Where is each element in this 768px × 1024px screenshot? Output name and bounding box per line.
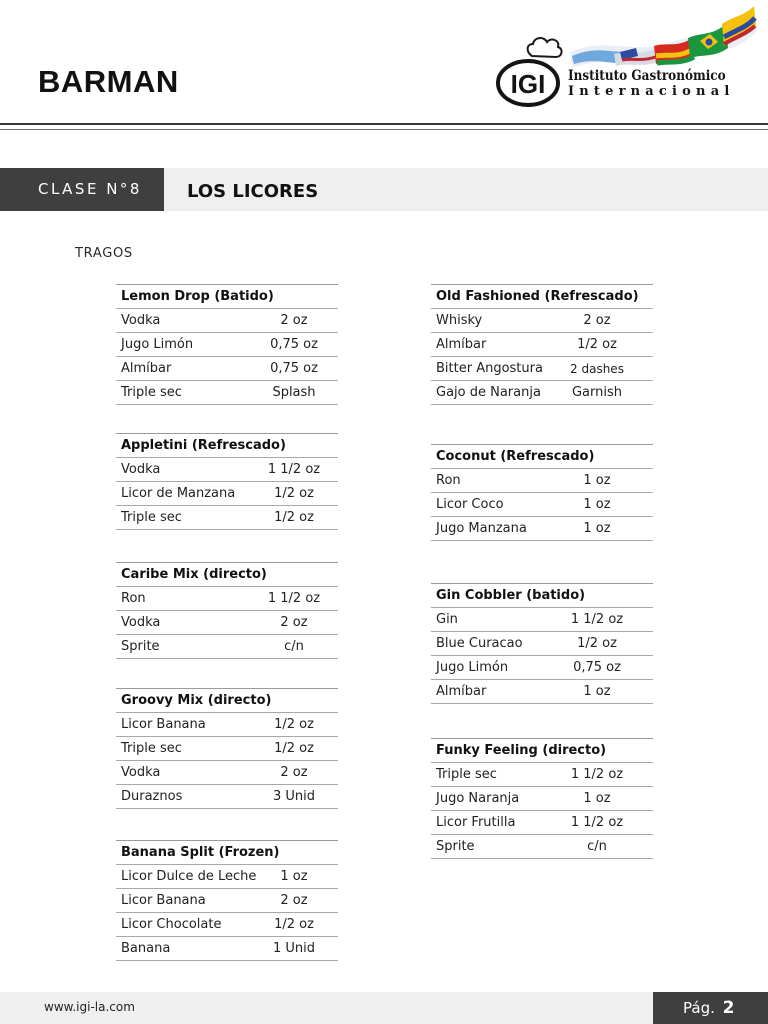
- recipe-title: Lemon Drop (Batido): [116, 285, 338, 309]
- recipe-table: [116, 562, 338, 659]
- amount: 2 oz: [280, 313, 308, 328]
- amount: 1 oz: [583, 473, 611, 488]
- page-label: Pág.: [683, 999, 715, 1017]
- recipe-row: [116, 785, 338, 809]
- amount: 1 oz: [583, 791, 611, 806]
- recipe-row: [116, 889, 338, 913]
- recipe-row: [116, 937, 338, 961]
- logo-mark-text: IGI: [510, 69, 546, 99]
- recipe-row: [116, 333, 338, 357]
- recipe-row: [431, 811, 653, 835]
- ingredient: Vodka: [121, 462, 161, 477]
- ingredient: Ron: [436, 473, 461, 488]
- amount: 1 oz: [583, 684, 611, 699]
- recipe-title: Funky Feeling (directo): [431, 739, 653, 763]
- recipe-title: Gin Cobbler (batido): [431, 584, 653, 608]
- amount: 2 dashes: [570, 362, 624, 376]
- ingredient: Whisky: [436, 313, 483, 328]
- ingredient: Almíbar: [121, 361, 172, 376]
- ingredient: Jugo Manzana: [436, 521, 527, 536]
- amount: 1 oz: [583, 497, 611, 512]
- subheading-tragos: TRAGOS: [75, 246, 133, 261]
- recipe-row: [116, 506, 338, 530]
- ingredient: Triple sec: [121, 741, 182, 756]
- amount: 2 oz: [280, 615, 308, 630]
- recipe-row: [116, 913, 338, 937]
- recipe-title: Banana Split (Frozen): [116, 841, 338, 865]
- amount: 2 oz: [280, 765, 308, 780]
- ingredient: Almíbar: [436, 337, 487, 352]
- page-footer: [0, 992, 768, 1024]
- recipe-row: [431, 493, 653, 517]
- recipe-title: Appletini (Refrescado): [116, 434, 338, 458]
- page-title: BARMAN: [38, 64, 179, 99]
- recipe-row: [431, 787, 653, 811]
- amount: 1 Unid: [272, 941, 316, 956]
- header-rule-thin: [0, 129, 768, 130]
- amount: 1 1/2 oz: [267, 591, 321, 606]
- recipe-row: [431, 632, 653, 656]
- ingredient: Licor Banana: [121, 717, 206, 732]
- amount: 1/2 oz: [274, 717, 314, 732]
- ingredient: Gin: [436, 612, 458, 627]
- ingredient: Jugo Limón: [121, 337, 194, 352]
- recipe-row: [116, 635, 338, 659]
- institute-logo: [496, 4, 768, 108]
- website-link[interactable]: www.igi-la.com: [44, 1000, 135, 1014]
- ingredient: Almíbar: [436, 684, 487, 699]
- ingredient: Jugo Naranja: [436, 791, 520, 806]
- amount: 1/2 oz: [274, 510, 314, 525]
- recipe-row: [431, 680, 653, 704]
- amount: 1/2 oz: [274, 917, 314, 932]
- recipe-row: [116, 309, 338, 333]
- recipe-row: [431, 357, 653, 381]
- ingredient: Jugo Limón: [436, 660, 509, 675]
- recipe-row: [431, 333, 653, 357]
- recipe-row: [116, 357, 338, 381]
- ingredient: Licor Dulce de Leche: [121, 869, 257, 884]
- page-number: 2: [722, 998, 735, 1018]
- recipe-row: [116, 713, 338, 737]
- amount: Garnish: [571, 385, 623, 400]
- amount: 3 Unid: [272, 789, 316, 804]
- amount: c/n: [587, 839, 607, 854]
- ingredient: Banana: [121, 941, 171, 956]
- ingredient: Licor Coco: [436, 497, 504, 512]
- recipe-row: [431, 835, 653, 859]
- recipe-row: [116, 587, 338, 611]
- recipe-row: [116, 611, 338, 635]
- ingredient: Licor de Manzana: [121, 486, 236, 501]
- ingredient: Vodka: [121, 615, 161, 630]
- amount: Splash: [272, 385, 316, 400]
- amount: 1 1/2 oz: [570, 767, 624, 782]
- ingredient: Gajo de Naranja: [436, 385, 541, 400]
- recipe-row: [116, 865, 338, 889]
- amount: 1/2 oz: [274, 741, 314, 756]
- amount: 1 1/2 oz: [267, 462, 321, 477]
- ingredient: Duraznos: [121, 789, 183, 804]
- amount: 2 oz: [280, 893, 308, 908]
- recipe-row: [431, 517, 653, 541]
- recipe-row: [431, 381, 653, 405]
- amount: 1 oz: [583, 521, 611, 536]
- recipe-title: Groovy Mix (directo): [116, 689, 338, 713]
- recipe-row: [431, 763, 653, 787]
- ingredient: Triple sec: [121, 385, 182, 400]
- amount: 1 1/2 oz: [570, 815, 624, 830]
- recipe-table: [431, 444, 653, 541]
- recipe-row: [431, 656, 653, 680]
- recipe-row: [431, 309, 653, 333]
- class-title: LOS LICORES: [187, 181, 319, 202]
- recipe-row: [116, 381, 338, 405]
- recipe-title: Coconut (Refrescado): [431, 445, 653, 469]
- recipe-title: Caribe Mix (directo): [116, 563, 338, 587]
- amount: 1 oz: [280, 869, 308, 884]
- recipe-row: [116, 458, 338, 482]
- recipe-table: [431, 284, 653, 405]
- amount: 0,75 oz: [573, 660, 621, 675]
- class-number-label: CLASE N°8: [0, 168, 164, 211]
- amount: c/n: [284, 639, 304, 654]
- amount: 0,75 oz: [270, 337, 318, 352]
- recipe-title: Old Fashioned (Refrescado): [431, 285, 653, 309]
- recipe-row: [116, 482, 338, 506]
- ingredient: Triple sec: [121, 510, 182, 525]
- recipe-table: [116, 688, 338, 809]
- ingredient: Licor Frutilla: [436, 815, 516, 830]
- recipe-row: [116, 737, 338, 761]
- ingredient: Sprite: [436, 839, 475, 854]
- recipe-row: [431, 608, 653, 632]
- amount: 1/2 oz: [577, 337, 617, 352]
- recipe-row: [116, 761, 338, 785]
- ingredient: Licor Banana: [121, 893, 206, 908]
- ingredient: Licor Chocolate: [121, 917, 222, 932]
- amount: 0,75 oz: [270, 361, 318, 376]
- ingredient: Vodka: [121, 765, 161, 780]
- recipe-table: [116, 433, 338, 530]
- amount: 2 oz: [583, 313, 611, 328]
- amount: 1/2 oz: [274, 486, 314, 501]
- recipe-table: [116, 284, 338, 405]
- recipe-table: [431, 583, 653, 704]
- ingredient: Ron: [121, 591, 146, 606]
- ingredient: Bitter Angostura: [436, 361, 543, 376]
- logo-name-line2: Internacional: [568, 84, 735, 99]
- page-number-box: [653, 992, 768, 1024]
- ingredient: Sprite: [121, 639, 160, 654]
- section-band: [0, 168, 768, 211]
- logo-name-line1: Instituto Gastronómico: [568, 68, 726, 84]
- ingredient: Blue Curacao: [436, 636, 523, 651]
- header-rule-thick: [0, 123, 768, 125]
- ingredient: Vodka: [121, 313, 161, 328]
- amount: 1 1/2 oz: [570, 612, 624, 627]
- recipe-row: [431, 469, 653, 493]
- recipe-table: [431, 738, 653, 859]
- ingredient: Triple sec: [436, 767, 497, 782]
- amount: 1/2 oz: [577, 636, 617, 651]
- recipe-table: [116, 840, 338, 961]
